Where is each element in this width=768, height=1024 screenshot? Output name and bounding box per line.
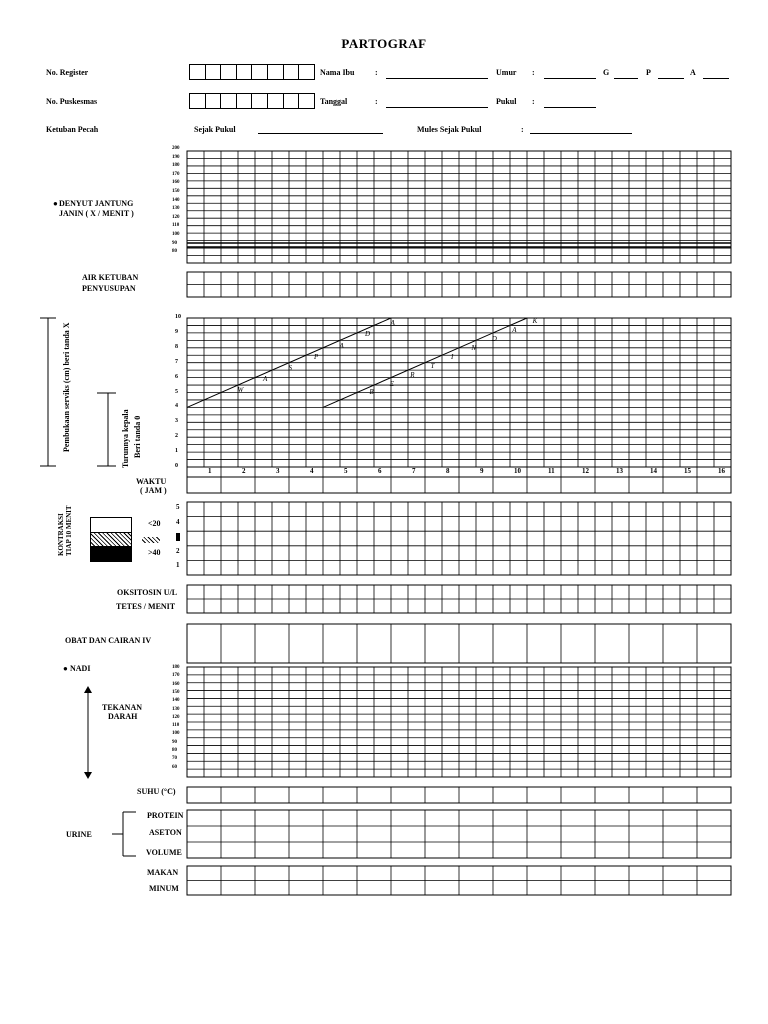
arrow-up-icon: [84, 686, 92, 693]
bertindak-letter: B: [369, 388, 374, 397]
djj-tick: 150: [172, 189, 180, 194]
djj-tick: 180: [172, 163, 180, 169]
hour-label: 11: [548, 467, 555, 475]
umur-colon: :: [532, 68, 535, 77]
no-register-label: No. Register: [46, 68, 89, 77]
kontraksi-tick: 4: [176, 517, 180, 526]
head-descent-label: Turunnya kepala: [121, 409, 130, 468]
nama-ibu-colon: :: [375, 68, 378, 77]
hour-label: 7: [412, 467, 416, 475]
protein-label: PROTEIN: [147, 811, 184, 820]
nadi-tick: 60: [172, 764, 177, 770]
bertindak-letter: D: [491, 334, 497, 343]
kontraksi-lt20: <20: [148, 519, 161, 528]
kontraksi-tick: 2: [176, 546, 180, 555]
pukul-colon: :: [532, 97, 535, 106]
cervix-tick: 0: [175, 463, 178, 469]
nadi-tick: 110: [172, 723, 180, 729]
bertindak-letter: N: [471, 343, 477, 352]
waspada-letter: A: [390, 319, 395, 328]
cervix-tick: 3: [175, 418, 178, 425]
pukul-label: Pukul: [496, 97, 517, 106]
djj-tick: 80: [172, 249, 177, 255]
nadi-tick: 120: [172, 714, 180, 720]
volume-label: VOLUME: [146, 848, 182, 857]
bertindak-letter: A: [512, 325, 517, 334]
djj-label: DENYUT JANTUNG JANIN ( X / MENIT ): [59, 199, 134, 218]
obat-label: OBAT DAN CAIRAN IV: [65, 636, 152, 645]
nadi-tick: 80: [172, 748, 177, 753]
hour-label: 12: [582, 467, 589, 475]
waspada-letter: P: [314, 352, 319, 361]
djj-tick: 140: [172, 197, 180, 203]
ketuban-pecah-label: Ketuban Pecah: [46, 125, 99, 134]
tanggal-label: Tanggal: [320, 97, 348, 106]
djj-tick: 100: [172, 232, 180, 237]
nama-ibu-label: Nama Ibu: [320, 68, 355, 77]
bertindak-letter: T: [430, 361, 435, 370]
jam-label: ( JAM ): [140, 486, 167, 495]
hour-label: 15: [684, 467, 691, 475]
djj-tick: 190: [172, 154, 180, 160]
kontraksi-tick: 1: [176, 561, 180, 569]
djj-tick: 200: [172, 146, 180, 151]
oksitosin-label: OKSITOSIN U/L: [117, 588, 178, 597]
waspada-letter: W: [237, 386, 244, 395]
darah-label: DARAH: [108, 712, 138, 721]
cervix-tick: 2: [175, 433, 178, 440]
tetes-label: TETES / MENIT: [116, 602, 176, 611]
cervix-tick: 1: [175, 448, 178, 455]
g-label: G: [603, 68, 610, 77]
hour-label: 6: [378, 467, 382, 475]
hour-label: 14: [650, 467, 657, 475]
djj-tick: 120: [172, 214, 180, 220]
bertindak-letter: K: [532, 316, 538, 325]
kontraksi-label: KONTRAKSI TIAP 10 MENIT: [57, 505, 73, 556]
waktu-label: WAKTU: [136, 477, 167, 486]
a-label: A: [690, 68, 696, 77]
aseton-label: ASETON: [149, 828, 182, 837]
hour-label: 2: [242, 467, 246, 475]
suhu-label: SUHU (°C): [137, 787, 176, 796]
nadi-tick: 100: [172, 731, 180, 737]
nadi-tick: 70: [172, 756, 177, 762]
djj-bullet: ●: [53, 199, 58, 208]
nadi-tick: 160: [172, 681, 180, 687]
nadi-tick: 130: [172, 706, 180, 712]
hour-label: 13: [616, 467, 623, 475]
cervix-tick: 8: [175, 343, 178, 350]
cervix-tick: 4: [175, 403, 178, 410]
hour-label: 9: [480, 467, 484, 475]
air-ketuban-label: AIR KETUBAN: [82, 273, 139, 282]
cervix-tick: 7: [175, 358, 178, 365]
urine-label: URINE: [66, 830, 92, 839]
nadi-tick: 140: [172, 698, 180, 704]
nadi-tick: 90: [172, 739, 177, 745]
kontraksi-gt40: >40: [148, 548, 161, 557]
nadi-tick: 170: [172, 673, 180, 679]
djj-tick: 170: [172, 171, 180, 177]
waspada-letter: A: [263, 375, 268, 384]
hour-label: 1: [208, 467, 212, 475]
hour-label: 8: [446, 467, 450, 475]
tekanan-label: TEKANAN: [102, 703, 143, 712]
waspada-letter: D: [365, 330, 371, 339]
no-puskesmas-label: No. Puskesmas: [46, 97, 98, 106]
mules-colon: :: [521, 125, 524, 134]
mules-sejak-pukul-label: Mules Sejak Pukul: [417, 125, 482, 134]
bertindak-letter: I: [451, 352, 454, 361]
bertindak-letter: E: [389, 379, 395, 388]
nadi-tick: 150: [172, 689, 180, 695]
tanggal-colon: :: [375, 97, 378, 106]
minum-label: MINUM: [149, 884, 179, 893]
cervix-tick: 9: [175, 328, 178, 335]
hour-label: 5: [344, 467, 348, 475]
page-title: PARTOGRAF: [341, 36, 427, 51]
p-label: P: [646, 68, 651, 77]
umur-label: Umur: [496, 68, 517, 77]
waspada-letter: S: [288, 363, 292, 372]
djj-tick: 160: [172, 180, 180, 186]
cervix-tick: 10: [175, 314, 181, 320]
kontraksi-tick: 3: [176, 532, 180, 540]
arrow-down-icon: [84, 772, 92, 779]
cervix-tick: 5: [175, 388, 178, 395]
kontraksi-tick: 5: [176, 503, 180, 511]
penyusupan-label: PENYUSUPAN: [82, 284, 136, 293]
cervix-side-label: Pembukaan serviks (cm) beri tanda X: [62, 322, 71, 452]
bertindak-letter: R: [410, 370, 415, 379]
djj-tick: 130: [172, 206, 180, 212]
waspada-letter: A: [339, 341, 344, 350]
hour-label: 3: [276, 467, 280, 475]
makan-label: MAKAN: [147, 868, 179, 877]
cervix-tick: 6: [175, 373, 178, 380]
head-descent-mark-label: Beri tanda 0: [133, 415, 142, 458]
hour-label: 16: [718, 467, 725, 475]
hour-label: 4: [310, 467, 314, 475]
djj-tick: 110: [172, 223, 180, 229]
djj-tick: 90: [172, 240, 177, 246]
nadi-tick: 180: [172, 665, 180, 670]
hour-label: 10: [514, 467, 521, 475]
nadi-label: NADI: [70, 664, 91, 673]
sejak-pukul-label: Sejak Pukul: [194, 125, 236, 134]
nadi-bullet: ●: [63, 664, 68, 673]
